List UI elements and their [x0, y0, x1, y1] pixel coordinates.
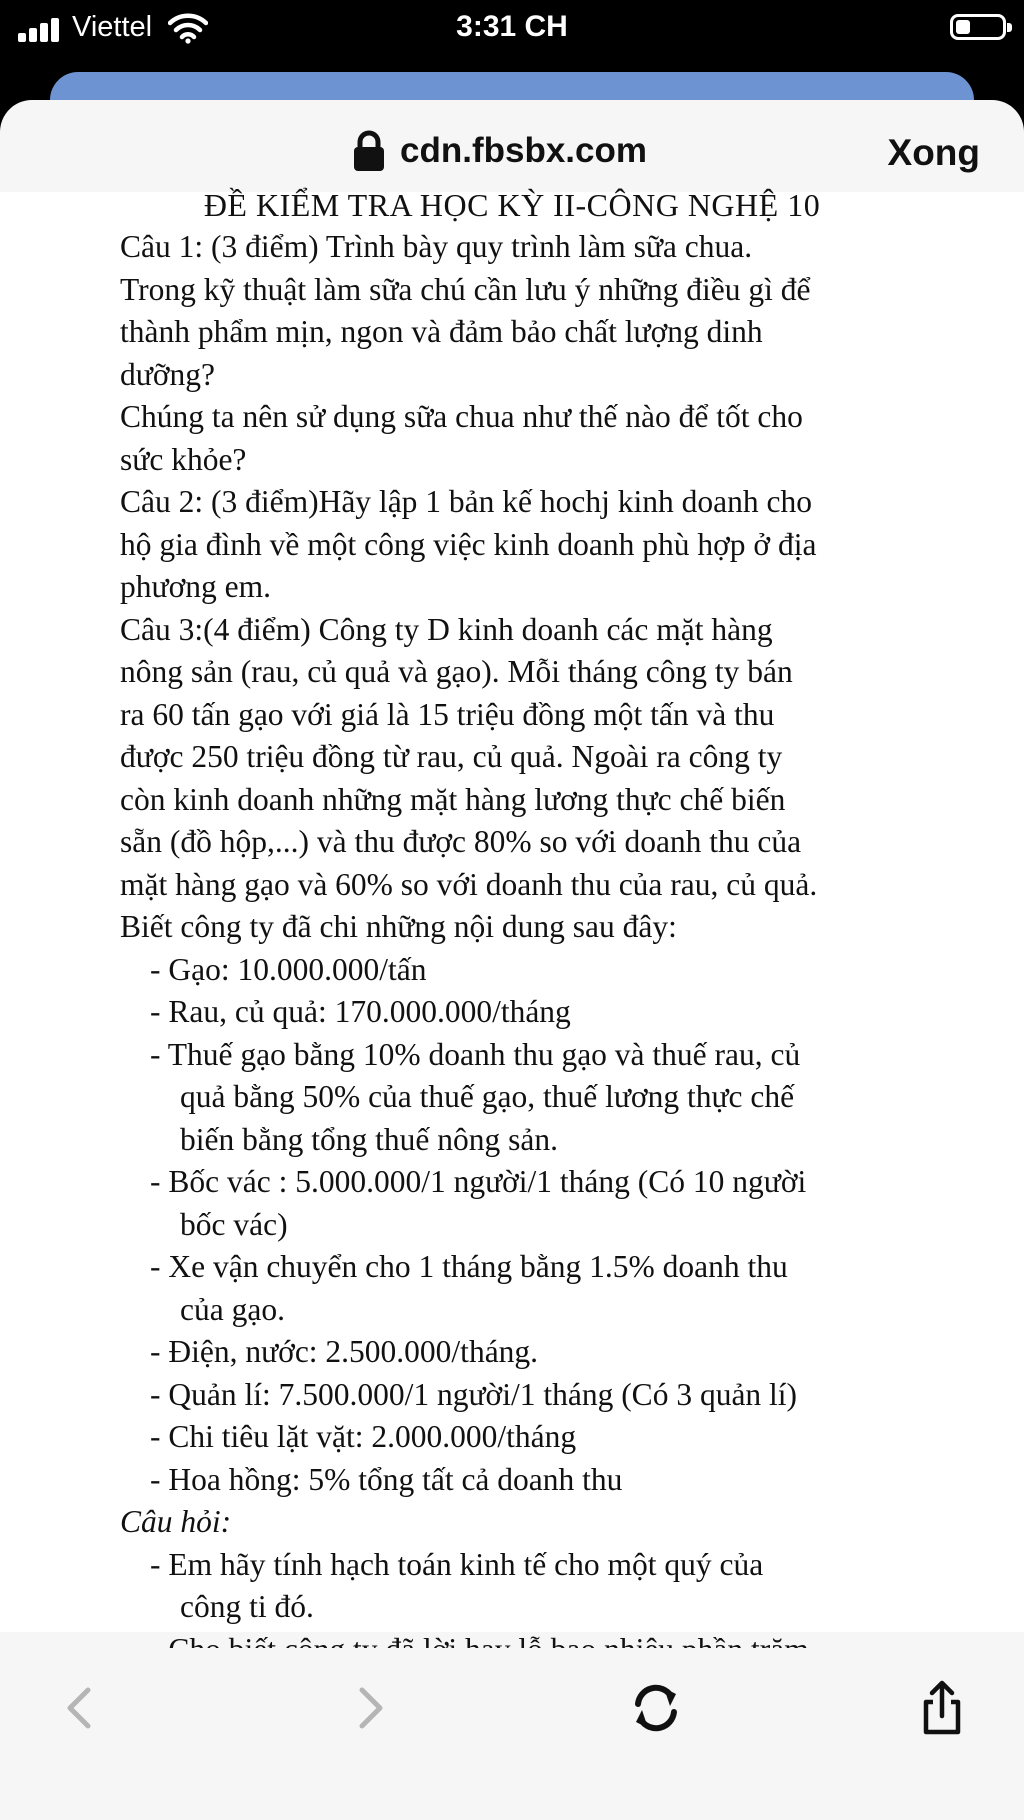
- question-item-continued: công ti đó.: [180, 1589, 314, 1624]
- expense-item-continued: của gạo.: [180, 1291, 285, 1327]
- document-line: ra 60 tấn gạo với giá là 15 triệu đồng một tấn và thu: [120, 696, 775, 732]
- question-heading: Câu hỏi:: [120, 1504, 232, 1539]
- url-display[interactable]: [352, 128, 647, 174]
- expense-item: - Điện, nước: 2.500.000/tháng.: [150, 1334, 539, 1369]
- chevron-left-icon[interactable]: [50, 1678, 110, 1738]
- battery-icon: [950, 14, 1006, 40]
- document-line: Câu 1: (3 điểm) Trình bày quy trình làm sữa chua.: [120, 229, 753, 264]
- lock-icon: [352, 130, 386, 172]
- expense-item-continued: bốc vác): [180, 1206, 288, 1242]
- document-line: Biết công ty đã chi những nội dung sau đây:: [120, 909, 677, 944]
- expense-item: - Rau, củ quả: 170.000.000/tháng: [150, 994, 571, 1029]
- done-button[interactable]: Xong: [887, 132, 980, 173]
- expense-item: - Hoa hồng: 5% tổng tất cả doanh thu: [150, 1461, 623, 1497]
- document-line: phương em.: [120, 569, 271, 604]
- document-title: ĐỀ KIỂM TRA HỌC KỲ II-CÔNG NGHỆ 10: [203, 187, 821, 223]
- browser-sheet: [0, 100, 1024, 1820]
- expense-item: - Gạo: 10.000.000/tấn: [150, 951, 427, 987]
- expense-item: - Thuế gạo bằng 10% doanh thu gạo và thuế rau, củ: [150, 1036, 801, 1072]
- document-line: Câu 3:(4 điểm) Công ty D kinh doanh các mặt hàng: [120, 611, 773, 647]
- status-bar: [0, 0, 1024, 58]
- question-item: - Em hãy tính hạch toán kinh tế cho một quý của: [150, 1546, 764, 1582]
- document-line: Chúng ta nên sử dụng sữa chua như thế nào để tốt cho: [120, 399, 803, 434]
- document-line: nông sản (rau, củ quả và gạo). Mỗi tháng công ty bán: [120, 654, 793, 689]
- document-line: được 250 triệu đồng từ rau, củ quả. Ngoài ra công ty: [120, 739, 783, 774]
- status-time: 3:31 CH: [456, 10, 568, 43]
- expense-item-continued: biến bằng tổng thuế nông sản.: [180, 1121, 558, 1157]
- document-image: [0, 187, 1024, 1632]
- share-icon[interactable]: [912, 1678, 972, 1738]
- expense-item: - Chi tiêu lặt vặt: 2.000.000/tháng: [150, 1419, 577, 1454]
- document-line: còn kinh doanh những mặt hàng lương thực chế biến: [120, 781, 786, 817]
- expense-item-continued: quả bằng 50% của thuế gạo, thuế lương thực chế: [180, 1079, 795, 1114]
- document-line: hộ gia đình về một công việc kinh doanh phù hợp ở địa: [120, 526, 817, 562]
- document-body: [120, 226, 1000, 1714]
- expense-item: - Quản lí: 7.500.000/1 người/1 tháng (Có 3 quản lí): [150, 1376, 798, 1412]
- browser-nav-bar: [0, 100, 1024, 192]
- document-line: mặt hàng gạo và 60% so với doanh thu của rau, củ quả.: [120, 866, 818, 902]
- document-line: thành phẩm mịn, ngon và đảm bảo chất lượng dinh: [120, 314, 763, 349]
- chevron-right-icon[interactable]: [340, 1678, 400, 1738]
- browser-toolbar: [0, 1648, 1024, 1820]
- reload-icon[interactable]: [626, 1678, 686, 1738]
- document-line: sẵn (đồ hộp,...) và thu được 80% so với doanh thu của: [120, 824, 802, 859]
- document-line: sức khỏe?: [120, 441, 247, 477]
- url-text: cdn.fbsbx.com: [400, 131, 647, 170]
- expense-item: - Bốc vác : 5.000.000/1 người/1 tháng (Có 10 người: [150, 1164, 807, 1199]
- carrier-name: Viettel: [72, 11, 153, 43]
- document-line: Trong kỹ thuật làm sữa chú cần lưu ý những điều gì để: [120, 271, 811, 307]
- expense-item: - Xe vận chuyển cho 1 tháng bằng 1.5% doanh thu: [150, 1249, 788, 1284]
- document-line: Câu 2: (3 điểm)Hãy lập 1 bản kế hochj kinh doanh cho: [120, 484, 812, 519]
- document-line: dưỡng?: [120, 356, 215, 392]
